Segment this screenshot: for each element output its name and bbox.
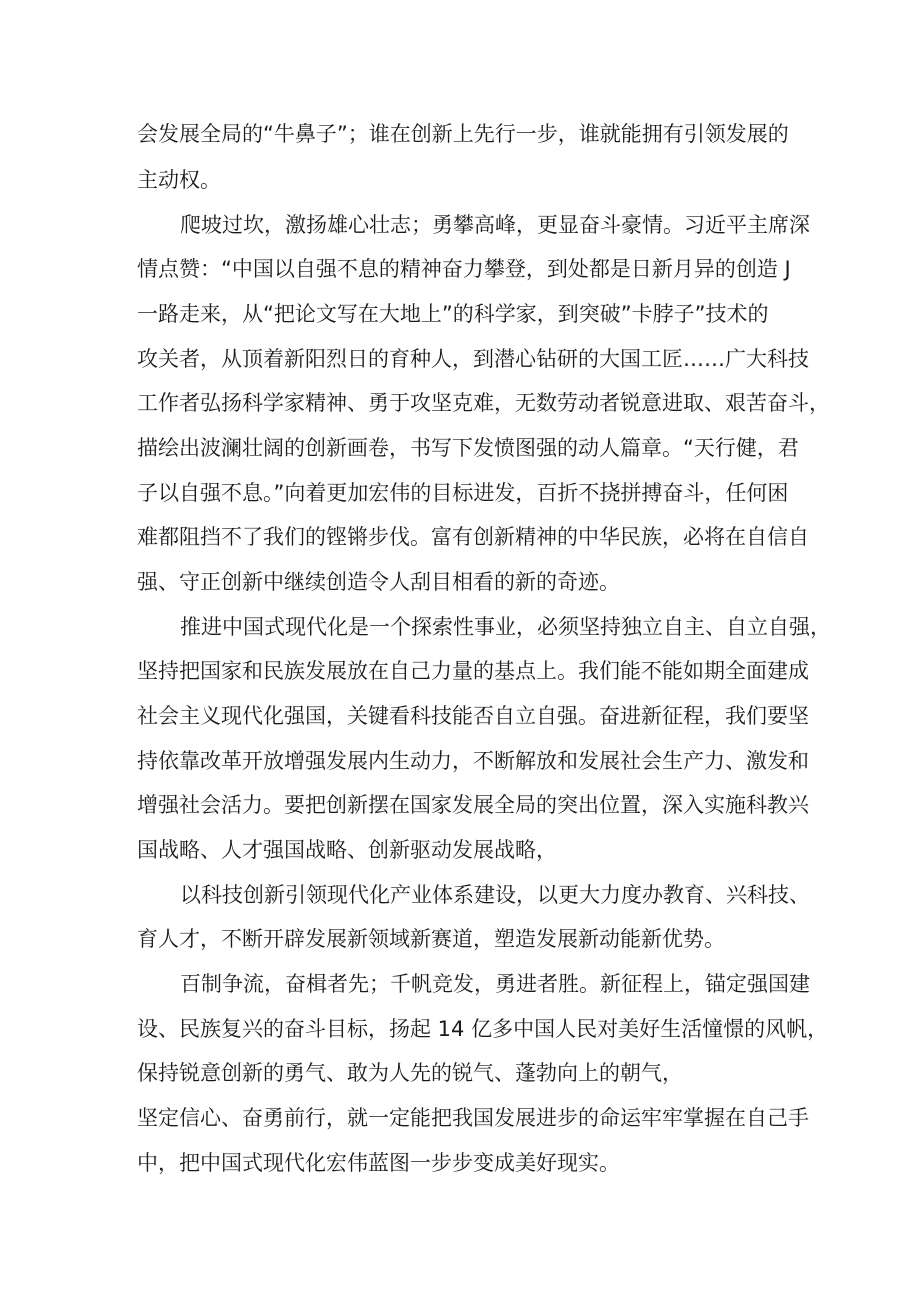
text-line: 推进中国式现代化是一个探索性事业，必须坚持独立自主、自立自强， bbox=[180, 615, 831, 639]
text-line: 保持锐意创新的勇气、敢为人先的锐气、蓬勃向上的朝气， bbox=[137, 1061, 683, 1085]
text-line: 国战略、人才强国战略、创新驱动发展战略， bbox=[137, 838, 557, 862]
text-line: 中，把中国式现代化宏伟蓝图一步步变成美好现实。 bbox=[137, 1151, 620, 1175]
text-line: 攻关者，从顶着新阳烈日的育种人，到潜心钻研的大国工匠……广大科技 bbox=[137, 347, 809, 371]
text-line: 坚持把国家和民族发展放在自己力量的基点上。我们能不能如期全面建成 bbox=[137, 659, 809, 683]
text-line: 育人才，不断开辟发展新领域新赛道，塑造发展新动能新优势。 bbox=[137, 927, 725, 951]
text-line: 持依靠改革开放增强发展内生动力，不断解放和发展社会生产力、激发和 bbox=[137, 749, 809, 773]
text-line: 工作者弘扬科学家精神、勇于攻坚克难，无数劳动者锐意进取、艰苦奋斗， bbox=[137, 391, 830, 415]
text-line: 一路走来，从“把论文写在大地上”的科学家，到突破”卡脖子”技术的 bbox=[137, 302, 769, 326]
text-line: 设、民族复兴的奋斗目标，扬起 14 亿多中国人民对美好生活憧憬的风帆， bbox=[137, 1017, 829, 1041]
text-line: 以科技创新引领现代化产业体系建设，以更大力度办教育、兴科技、 bbox=[180, 883, 810, 907]
text-line: 百制争流，奋楫者先；千帆竞发，勇进者胜。新征程上，锚定强国建 bbox=[180, 972, 810, 996]
text-line: 难都阻挡不了我们的铿锵步伐。富有创新精神的中华民族，必将在自信自 bbox=[137, 525, 809, 549]
text-line: 情点赞：“中国以自强不息的精神奋力攀登，到处都是日新月异的创造 J bbox=[137, 257, 791, 281]
text-line: 描绘出波澜壮阔的创新画卷，书写下发愤图强的动人篇章。“天行健，君 bbox=[137, 436, 799, 460]
text-line: 强、守正创新中继续创造令人刮目相看的新的奇迹。 bbox=[137, 570, 620, 594]
text-line: 会发展全局的“牛鼻子”；谁在创新上先行一步，谁就能拥有引领发展的 bbox=[137, 122, 789, 146]
text-line: 爬坡过坎，激扬雄心壮志；勇攀高峰，更显奋斗豪情。习近平主席深 bbox=[180, 213, 810, 237]
text-line: 社会主义现代化强国，关键看科技能否自立自强。奋进新征程，我们要坚 bbox=[137, 704, 809, 728]
text-line: 坚定信心、奋勇前行，就一定能把我国发展进步的命运牢牢掌握在自己手 bbox=[137, 1106, 809, 1130]
text-line: 主动权。 bbox=[137, 168, 221, 192]
text-line: 增强社会活力。要把创新摆在国家发展全局的突出位置，深入实施科教兴 bbox=[137, 793, 809, 817]
text-line: 子以自强不息。”向着更加宏伟的目标进发，百折不挠拼搏奋斗，任何困 bbox=[137, 481, 789, 505]
